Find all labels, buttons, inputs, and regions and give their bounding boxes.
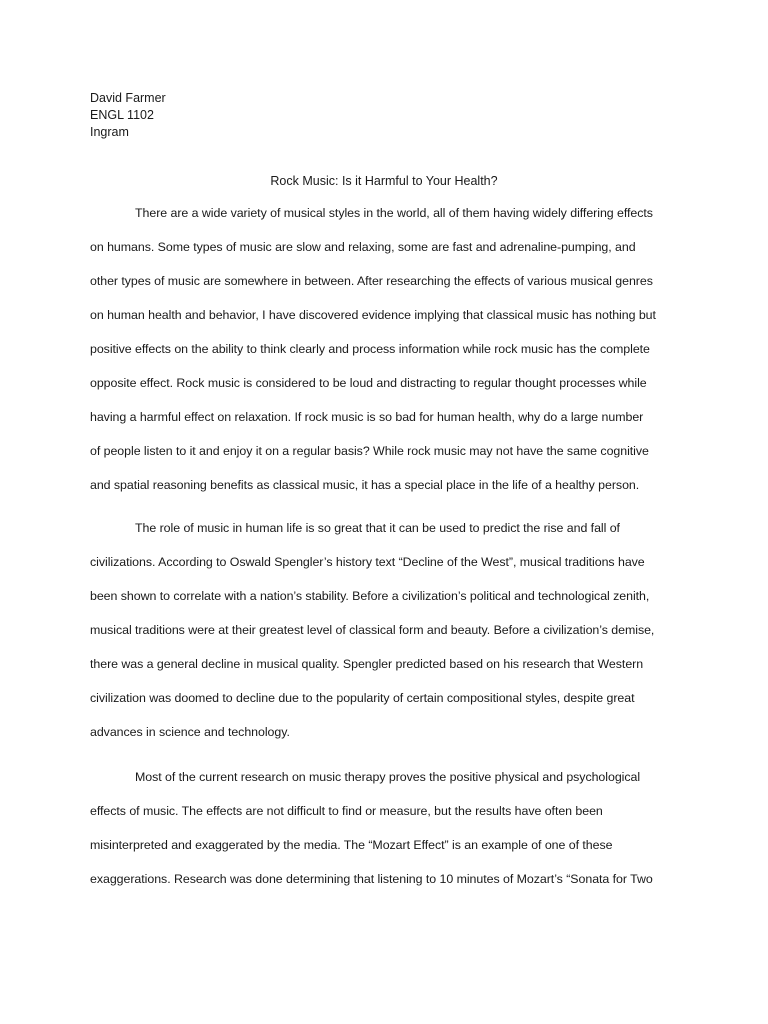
paragraph-line: Most of the current research on music therapy proves the positive physical and psychological <box>135 770 641 784</box>
author-name: David Farmer <box>90 91 166 105</box>
paragraph-line: There are a wide variety of musical styles in the world, all of them having widely differing effects <box>135 206 653 220</box>
paragraph-line: other types of music are somewhere in between. After researching the effects of various musical genres <box>90 274 653 288</box>
paragraph <box>90 760 680 896</box>
paragraph-line: misinterpreted and exaggerated by the media. The “Mozart Effect” is an example of one of these <box>90 838 613 852</box>
paragraph-line: having a harmful effect on relaxation. If rock music is so bad for human health, why do a large number <box>90 410 644 424</box>
paragraph-line: been shown to correlate with a nation’s stability. Before a civilization’s political and technological zenith, <box>90 589 650 603</box>
paragraph-line: on humans. Some types of music are slow and relaxing, some are fast and adrenaline-pumping, and <box>90 240 636 254</box>
course-code: ENGL 1102 <box>90 108 154 122</box>
paragraph-line: there was a general decline in musical quality. Spengler predicted based on his research that Western <box>90 657 644 671</box>
paragraph-line: musical traditions were at their greatest level of classical form and beauty. Before a civilization’s demise, <box>90 623 655 637</box>
paragraph-line: and spatial reasoning benefits as classical music, it has a special place in the life of a healthy person. <box>90 478 640 492</box>
paragraph-line: opposite effect. Rock music is considered to be loud and distracting to regular thought processes while <box>90 376 647 390</box>
paragraph <box>90 511 680 749</box>
paragraph-line: advances in science and technology. <box>90 725 290 739</box>
document-title: Rock Music: Is it Harmful to Your Health? <box>270 174 498 188</box>
paragraph-line: effects of music. The effects are not difficult to find or measure, but the results have often been <box>90 804 603 818</box>
paragraph-line: exaggerations. Research was done determining that listening to 10 minutes of Mozart’s “Sonata for Two <box>90 872 653 886</box>
instructor-name: Ingram <box>90 125 129 139</box>
header-block <box>90 90 490 141</box>
paragraph-line: The role of music in human life is so great that it can be used to predict the rise and fall of <box>135 521 620 535</box>
paragraph-line: civilizations. According to Oswald Spengler’s history text “Decline of the West”, musical traditions have <box>90 555 645 569</box>
paragraph-line: of people listen to it and enjoy it on a regular basis? While rock music may not have the same cognitive <box>90 444 649 458</box>
paragraph-line: civilization was doomed to decline due to the popularity of certain compositional styles, despite great <box>90 691 635 705</box>
paragraph <box>90 196 680 502</box>
paragraph-line: positive effects on the ability to think clearly and process information while rock music has the complete <box>90 342 650 356</box>
paragraph-line: on human health and behavior, I have discovered evidence implying that classical music has nothing but <box>90 308 656 322</box>
